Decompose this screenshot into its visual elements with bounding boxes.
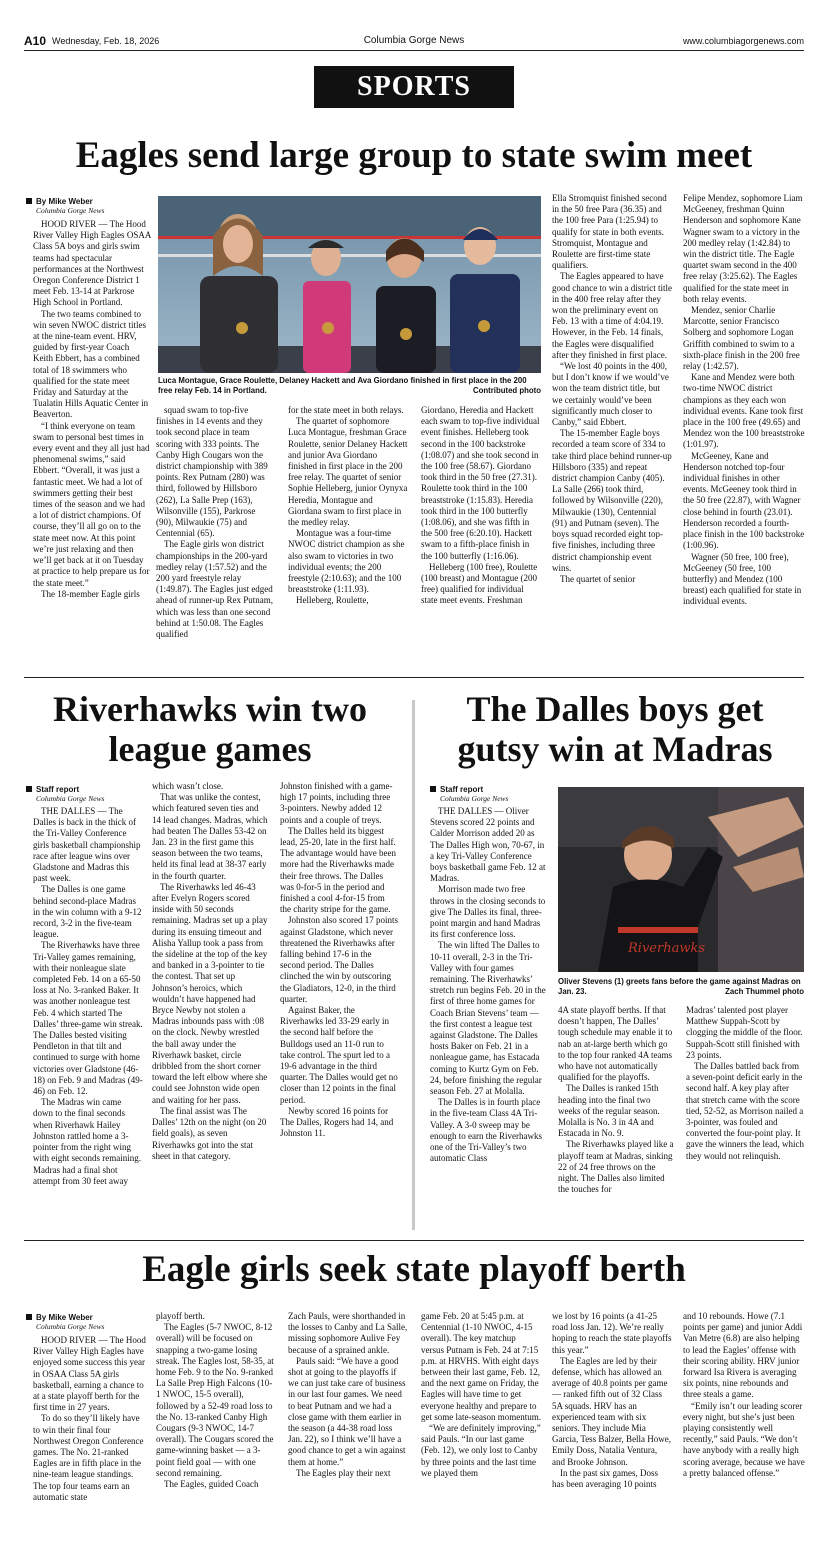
paragraph: “I think everyone on team swam to personal best times in every event and they all just had phenomenal swims,” said Ebbert. “Overall, it was just a fantastic meet. We had a lot of swimmers getting their best times of the season and we had a lot of district champions. Of course, they’ll all go on to the state meet now. At this point we’re just relaxing and then we’ll get back at it on Tuesday at practice to help prepare us for the state meet.” xyxy=(33,420,150,588)
paragraph: Mendez, senior Charlie Marcotte, senior Francisco Solberg and sophomore Logan Griffith combined to swim to a sixth-place finish in the 200 free relay (1:42.57). xyxy=(683,305,800,372)
paragraph: which wasn’t close. xyxy=(152,781,224,791)
story4-col4 xyxy=(421,1311,541,1540)
issue-date: Wednesday, Feb. 18, 2026 xyxy=(52,36,160,46)
paragraph: The win lifted The Dalles to 10-11 overall, 2-3 in the Tri-Valley with four games remaining. The Riverhawks’ stretch run begins Feb. 20 in the first of three home games for Coach Brian Stevens’ team — the first contest a league test against Gladstone. The Dalles hosts Baker on Feb. 21 in a nonleague game, has Estacada coming to Kurtz Gym on Feb. 24, before finishing the regular season Feb. 27 at Molalla. xyxy=(430,940,546,1097)
story4-col5 xyxy=(552,1311,672,1540)
site-url[interactable]: www.columbiagorgenews.com xyxy=(682,36,804,46)
paragraph: The Dalles is in fourth place in the five-team Class 4A Tri-Valley. A 3-0 sweep may be enough to earn the Riverhawks one of the Tri-Valley’s two automatic Class xyxy=(430,1097,542,1164)
paragraph: Ella Stromquist finished second in the 50 free Para (36.35) and the 100 free Para (1:25.94) to qualify for state in both events. Stromquist, Montague and Roulette are first-time state qualifiers. xyxy=(552,193,667,271)
paragraph: Felipe Mendez, sophomore Liam McGeeney, freshman Quinn Henderson and sophomore Kane Wagner swam to a victory in the 200 medley relay (1:42.84) to win the district title. The Eagle quartet swam second in the 400 free relay (3:25.62). The Eagles qualified for the state meet in both relay events. xyxy=(683,193,803,304)
story1-col6 xyxy=(683,193,805,665)
paragraph: Giordano, Heredia and Hackett each swam to top-five individual event finishes. Helleberg took second in the 100 backstroke (1:08.07) and she took second in the 100 free (58.67). Giordano took third in the 50 free (27.31). Roulette took third in the 100 breaststroke (1:15.83). Heredia took third in the 100 butterfly (1:08.06), and she was fifth in the 500 free (6:20.10). Hackett swam to a fifth-place finish in the 100 butterfly (1:16.06). xyxy=(421,405,540,561)
story1-rule xyxy=(24,677,804,678)
story1-col4 xyxy=(421,405,541,665)
paragraph: Morrison made two free throws in the closing seconds to give The Dalles its final, three-point margin and hand Madras its first conference loss. xyxy=(430,884,546,940)
paragraph: Helleberg, Roulette, xyxy=(296,595,369,606)
paragraph: “We lost 40 points in the 400, but I don’t know if we would’ve won the team district title, but we certainly would’ve been significantly much closer to Canby,” said Ebbert. xyxy=(552,361,669,428)
paragraph: Newby scored 16 points for The Dalles, Rogers had 14, and Johnston 11. xyxy=(280,1105,394,1139)
story2-headline: Riverhawks win two league games xyxy=(52,689,367,769)
story3-col1 xyxy=(430,806,547,1230)
story4-byline xyxy=(26,1313,146,1331)
paragraph: The Riverhawks have three Tri-Valley games remaining, with their nonleague slate completed Feb. 14 on a 65-50 loss at No. 3-ranked Baker. It was another nonleague test Feb. 4 which started The Dalles’ three-game win streak. The Dalles bested visiting Pendleton in that tilt and continued to surge with home victories over Gladstone (46-18) on Feb. 9 and Madras (49-46) on Feb. 12. xyxy=(33,940,143,1097)
story1-col5 xyxy=(552,193,672,665)
byline-box xyxy=(430,786,436,792)
paragraph: playoff berth. xyxy=(156,1311,205,1321)
photo-credit: Zach Thummel photo xyxy=(725,987,804,996)
paragraph: HOOD RIVER — The Hood River Valley High Eagles OSAA Class 5A boys and girls swim teams had spectacular performances at the Northwest Oregon Conference District 1 meet Feb. 13-14 at Parkrose High School in Portland. xyxy=(33,219,151,308)
story4-col2 xyxy=(156,1311,274,1540)
paragraph: The two teams combined to win seven NWOC district titles at the nine-team event. HRV, guided by first-year Coach Keith Ebbert, has a combined total of 18 swimmers who qualified for the state meet Friday and Saturday at the Tualatin Hills Aquatic Center in Beaverton. xyxy=(33,308,149,420)
byline-org: Columbia Gorge News xyxy=(36,1322,105,1331)
story2-col1 xyxy=(33,806,143,1230)
byline-box xyxy=(26,198,32,204)
paragraph: The Riverhawks played like a playoff team at Madras, sinking 22 of 24 free throws on the night. The Dalles also limited the touches for xyxy=(558,1139,674,1195)
paragraph: The Eagles play their next xyxy=(296,1467,391,1478)
byline-name: Staff report xyxy=(36,785,80,794)
paragraph: game Feb. 20 at 5:45 p.m. at Centennial (1-10 NWOC, 4-15 overall). The key matchup versus Putnam is Feb. 24 at 7:15 p.m. at HRVHS. With eight days between their last game, Feb. 12, and the next game on Friday, the Eagles will have time to get everyone healthy and prepare to get some late-season momentum. xyxy=(421,1311,541,1422)
photo-credit: Contributed photo xyxy=(473,386,541,395)
caption-text: Luca Montague, Grace Roulette, Delaney Hackett and Ava Giordano finished in first place in the 200 free relay Feb. 14 in Portland. xyxy=(158,376,527,395)
folio-rule xyxy=(24,50,804,51)
story3-col3 xyxy=(686,1005,804,1230)
story2-byline xyxy=(26,785,146,803)
paragraph: Madras’ talented post player Matthew Suppah-Scott by clogging the middle of the floor. Suppah-Scott still finished with 23 points. xyxy=(686,1005,803,1060)
paragraph: Helleberg (100 free), Roulette (100 breast) and Montague (200 free) qualified for individual state meet events. Freshman xyxy=(421,561,538,606)
story1-byline xyxy=(26,197,146,215)
byline-name: By Mike Weber xyxy=(36,197,93,206)
paragraph: Pauls said: “We have a good shot at going to the playoffs if we can just take care of business in our last four games. We need to beat Putnam and we had a close game with them earlier in the season (a 44-38 road loss Jan. 22), so I think we’ll have a good chance to get a win against them at home.” xyxy=(288,1355,406,1467)
byline-name: By Mike Weber xyxy=(36,1313,93,1322)
paragraph: The Dalles battled back from a seven-point deficit early in the second half. A key play after that stretch came with the score tied, 52-52, as Morrison nailed a 3-pointer, was fouled and converted the four-point play. It gave the winners the lead, which they would not relinquish. xyxy=(686,1061,804,1161)
story2-col3 xyxy=(280,781,398,1230)
paragraph: The Dalles is one game behind second-place Madras in the win column with a 9-12 record, 3-2 in the five-team league. xyxy=(33,884,142,940)
story1-col3 xyxy=(288,405,408,665)
paragraph: Johnston finished with a game-high 17 points, including three 3-pointers. Newby added 12 points and a couple of treys. xyxy=(280,781,393,825)
byline-org: Columbia Gorge News xyxy=(36,794,105,803)
basketball-photo xyxy=(558,787,804,972)
paragraph: squad swam to top-five finishes in 14 events and they took second place in team scoring with 333 points. The Canby High Cougars won the district championship with 389 points. Rex Putnam (280) was third, followed by Hillsboro (262), La Salle Prep (163), Wilsonville (155), Parkrose (90), Milwaukie (75) and Centennial (65). xyxy=(156,405,268,539)
paragraph: The Eagles (5-7 NWOC, 8-12 overall) will be focused on snapping a two-game losing streak. The Eagles lost, 58-35, at home Feb. 9 to the No. 9-ranked La Salle Prep High Falcons (10-1 NWOC, 15-5 overall), followed by a 52-49 road loss to the No. 13-ranked Canby High Cougars (9-3 NWOC, 14-7 overall). The Cougars scored the game-winning basket — a 3-point field goal — with one second remaining. xyxy=(156,1322,274,1478)
paragraph: To do so they’ll likely have to win their final four Northwest Oregon Conference games. The No. 21-ranked Eagles are in fifth place in the nine-team league standings. The top four teams earn an automatic state xyxy=(33,1413,144,1502)
paragraph: That was unlike the contest, which featured seven ties and 14 lead changes. Madras, which had beaten The Dalles 53-42 on Jan. 23 in the first game this season between the two teams, held its final lead at 38-37 early in the fourth quarter. xyxy=(152,792,268,881)
paragraph: The Dalles held its biggest lead, 25-20, late in the first half. The advantage would have been more had the Riverhawks made their free throws. The Dalles was 0-for-5 in the period and finished a cool 4-for-15 from the charity stripe for the game. xyxy=(280,825,396,915)
story4-col1 xyxy=(33,1335,146,1540)
paragraph: “Emily isn’t our leading scorer every night, but she’s just been playing consistently well recently,” said Pauls. “We don’t have anybody with a really high scoring average, because we have a pretty balanced offense.” xyxy=(683,1400,805,1478)
story2-col2 xyxy=(152,781,269,1230)
paragraph: The Eagles are led by their defense, which has allowed an average of 40.8 points per game — ranked fifth out of 32 Class 5A squads. HRV has an experienced team with six seniors. They include Mia Garcia, Tess Balzer, Bella Howe, Emily Doss, Natalia Ventura, and Brooke Johnson. xyxy=(552,1355,672,1467)
story3-col2 xyxy=(558,1005,675,1230)
paragraph: Zach Pauls, were shorthanded in the losses to Canby and La Salle, missing sophomore Aulive Fey because of a sprained ankle. xyxy=(288,1311,408,1355)
jersey-text: Riverhawks xyxy=(628,941,705,956)
story4-col6 xyxy=(683,1311,805,1540)
swim-photo-caption xyxy=(158,376,541,396)
paragraph: The Eagles, guided Coach xyxy=(164,1479,259,1490)
paragraph: The Eagles appeared to have good chance to win a district title in the 400 free relay after they won the preliminary event on Feb. 13 with a time of 4:04.19. However, in the Feb. 14 finals, the Eagles were disqualified after they finished in first place. xyxy=(552,271,672,360)
byline-name: Staff report xyxy=(440,785,484,794)
paragraph: Johnston also scored 17 points against Gladstone, which never threatened the Riverhawks after falling behind 17-6 in the second period. The Dalles clinched the win by outscoring the Gladiators, 12-0, in the third quarter. xyxy=(280,915,398,1004)
story1-headline: Eagles send large group to state swim meet xyxy=(75,135,753,176)
byline-org: Columbia Gorge News xyxy=(36,206,105,215)
story4-headline: Eagle girls seek state playoff berth xyxy=(142,1249,686,1290)
paragraph: Kane and Mendez were both two-time NWOC district champions as they each won individual events. Kane took first place in the 100 free (49.65) and Mendez won the 100 breaststroke (1:01.97). xyxy=(683,372,805,450)
paragraph: and 10 rebounds. Howe (7.1 points per game) and junior Addi Van Metre (6.8) are also helping to lead the Eagles’ offense with their scoring ability. HRV junior forward Isa Rivera is averaging six points, nine rebounds and three steals a game. xyxy=(683,1311,803,1400)
byline-box xyxy=(26,1314,32,1320)
paragraph: The Eagle girls won district championships in the 200-yard medley relay (1:57.52) and the 200 yard freestyle relay (1:49.87). The Eagles just edged ahead of runner-up Rex Putnam, which was less than one second behind at 1:50.08. The Eagles qualified xyxy=(156,539,274,640)
story3-headline: The Dalles boys get gutsy win at Madras xyxy=(457,689,773,769)
story4-col3 xyxy=(288,1311,408,1540)
paragraph: 4A state playoff berths. If that doesn’t happen, The Dalles’ tough schedule may enable it to nab an at-large berth which go to the top four ranked 4A teams who have not automatically qualified for the playoffs. xyxy=(558,1005,673,1083)
story3-rule xyxy=(24,1240,804,1241)
paragraph: for the state meet in both relays. xyxy=(288,405,404,415)
story1-col1 xyxy=(33,219,151,665)
paragraph: THE DALLES — The Dalles is back in the thick of the Tri-Valley Conference girls basketball championship race after league wins over Gladstone and Madras this past week. xyxy=(33,806,141,884)
paragraph: The 18-member Eagle girls xyxy=(41,588,140,599)
paragraph: Montague was a four-time NWOC district champion as she also swam to victories in two individual events; the 200 freestyle (2:10.63); and the 100 breaststroke (1:11.93). xyxy=(288,528,405,595)
page-number: A10 xyxy=(24,34,47,48)
paragraph: we lost by 16 points (a 41-25 road loss Jan. 12). We’re really hoping to reach the state playoffs this year.” xyxy=(552,1311,672,1355)
paragraph: The quartet of sophomore Luca Montague, freshman Grace Roulette, senior Delaney Hackett and junior Ava Giordano finished in first place in the 200 free relay. The quartet of senior Sophie Helleberg, junior Oynyxa Heredia, Montague and Giordana swam to first place in the medley relay. xyxy=(288,416,408,528)
paragraph: The final assist was The Dalles’ 12th on the night (on 20 field goals), as seven Riverhawks got into the stat sheet in that category. xyxy=(152,1105,267,1161)
caption-text: Oliver Stevens (1) greets fans before the game against Madras on Jan. 23. xyxy=(558,977,801,996)
section-flag: SPORTS xyxy=(314,66,514,108)
byline-box xyxy=(26,786,32,792)
byline-org: Columbia Gorge News xyxy=(440,794,509,803)
paragraph: The Dalles is ranked 15th heading into the final two weeks of the regular season. Molalla is No. 3 in 4A and Estacada in No. 9. xyxy=(558,1083,660,1139)
paragraph: Wagner (50 free, 100 free), McGeeney (50 free, 100 butterfly) and Mendez (100 breast) each qualified for state in individual events. xyxy=(683,551,802,607)
column-separator xyxy=(412,700,415,1230)
paragraph: THE DALLES — Oliver Stevens scored 22 points and Calder Morrison added 20 as The Dalles High won, 70-67, in a key Tri-Valley Conference boys basketball game Feb. 12 at Madras. xyxy=(430,806,546,884)
paragraph: The Madras win came down to the final seconds when Riverhawk Hailey Johnston rattled home a 3-pointer from the right wing with eight seconds remaining. Madras had a final shot attempt from 30 feet away xyxy=(33,1097,141,1186)
swim-team-photo xyxy=(158,196,541,373)
story1-col2 xyxy=(156,405,274,665)
paragraph: McGeeney, Kane and Henderson notched top-four individual finishes in other events. McGeeney took third in the 50 free (22.87), with Wagner close behind in fourth (23.01). Henderson recorded a fourth-place finish in the 100 backstroke (1:00.96). xyxy=(683,450,805,551)
paragraph: HOOD RIVER — The Hood River Valley High Eagles have enjoyed some success this year in OSAA Class 5A girls basketball, earning a chance to at a state playoff berth for the first time in 27 years. xyxy=(33,1335,146,1413)
paragraph: In the past six games, Doss has been averaging 10 points xyxy=(552,1467,658,1490)
paper-name: Columbia Gorge News xyxy=(363,35,465,46)
paragraph: Against Baker, the Riverhawks led 33-29 early in the second half before the Bulldogs used an 11-0 run to take control. The spurt led to a 19-6 advantage in the third quarter. The Dalles would get no closer than 12 points in the final period. xyxy=(280,1005,398,1105)
paragraph: The Riverhawks led 46-43 after Evelyn Rogers scored inside with 50 seconds remaining. Madras set up a play during its ensuing timeout and Alisha Yallup took a pass from the sideline at the top of the key and banked in a 3-pointer to tie the contest. That set up Johnson’s heroics, which wouldn’t have happened had Bryce Newby not stolen a Madras inbounds pass with :08 on the clock. Newby wrestled the ball away under the Riverhawk basket, circle dribbled from the short corner toward the left elbow where she could see Johnston wide open and waiting for her pass. xyxy=(152,881,268,1105)
basketball-photo-caption xyxy=(558,977,804,997)
paragraph: “We are definitely improving,” said Pauls. “In our last game (Feb. 12), we only lost to Canby by three points and the last time we played them xyxy=(421,1423,541,1478)
paragraph: The quartet of senior xyxy=(560,573,636,584)
story3-byline xyxy=(430,785,550,803)
paragraph: The 15-member Eagle boys recorded a team score of 334 to take third place behind runner-up Hillsboro (335) and repeat district champion Canby (405). La Salle (266) took third, followed by Wilsonville (220), Milwaukie (130), Centennial (91) and Putnam (seven). The boys squad recorded eight top-five finishes, including three district championship event wins. xyxy=(552,428,672,573)
